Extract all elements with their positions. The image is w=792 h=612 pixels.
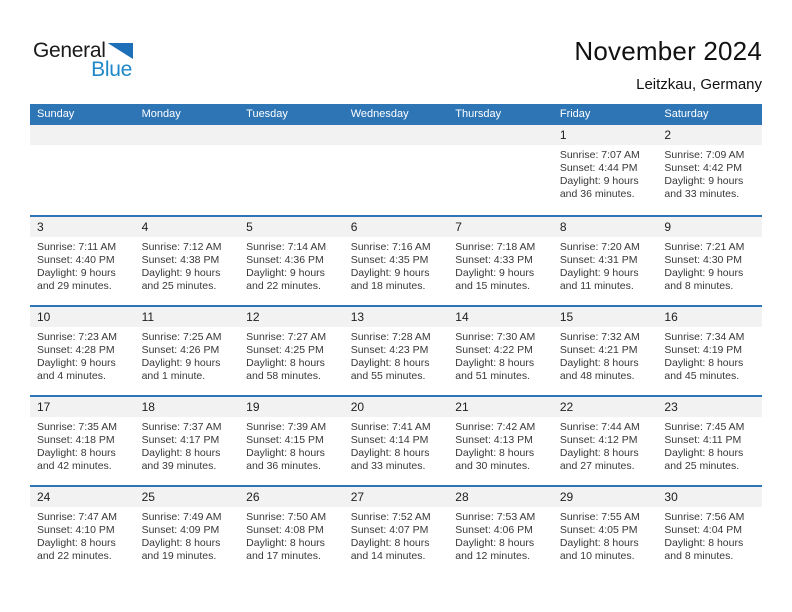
- sunset-text: Sunset: 4:06 PM: [455, 524, 533, 536]
- daylight-line2: and 15 minutes.: [455, 280, 530, 292]
- sunrise-text: Sunrise: 7:14 AM: [246, 241, 327, 253]
- day-number: 25: [135, 487, 240, 507]
- sunrise-text: Sunrise: 7:41 AM: [350, 421, 431, 433]
- day-details: [657, 237, 762, 293]
- daylight-line1: Daylight: 8 hours: [141, 537, 221, 549]
- day-number: 28: [448, 487, 553, 507]
- day-details: [135, 237, 240, 293]
- sunrise-text: Sunrise: 7:30 AM: [455, 331, 536, 343]
- page-title: November 2024: [574, 36, 762, 66]
- daylight-line1: Daylight: 9 hours: [350, 267, 430, 279]
- day-details: [239, 237, 344, 293]
- day-details: [448, 237, 553, 293]
- sunset-text: Sunset: 4:18 PM: [37, 434, 115, 446]
- day-number: 5: [239, 217, 344, 237]
- day-cell-12: [239, 307, 344, 395]
- day-details: [30, 145, 135, 149]
- sunset-text: Sunset: 4:36 PM: [246, 254, 324, 266]
- day-cell-30: [657, 487, 762, 575]
- sunrise-text: Sunrise: 7:34 AM: [664, 331, 745, 343]
- day-number: 17: [30, 397, 135, 417]
- day-details: [553, 507, 658, 563]
- day-number: 15: [553, 307, 658, 327]
- week-row-5: [30, 485, 762, 575]
- sunrise-text: Sunrise: 7:16 AM: [350, 241, 431, 253]
- daylight-line2: and 39 minutes.: [141, 460, 217, 472]
- daylight-line2: and 8 minutes.: [664, 280, 734, 292]
- sunrise-text: Sunrise: 7:53 AM: [455, 511, 536, 523]
- day-details: [553, 145, 658, 201]
- day-details: [239, 507, 344, 563]
- day-number: 20: [344, 397, 449, 417]
- day-cell-6: [344, 217, 449, 305]
- daylight-line1: Daylight: 8 hours: [246, 357, 325, 369]
- sunset-text: Sunset: 4:40 PM: [37, 254, 115, 266]
- sunset-text: Sunset: 4:30 PM: [664, 254, 743, 266]
- daylight-line2: and 8 minutes.: [664, 550, 734, 562]
- daylight-line1: Daylight: 9 hours: [141, 267, 221, 279]
- day-details: [657, 145, 762, 201]
- daylight-line2: and 11 minutes.: [559, 280, 634, 292]
- day-cell-20: [344, 397, 449, 485]
- day-cell-10: [30, 307, 135, 395]
- sunset-text: Sunset: 4:31 PM: [559, 254, 638, 266]
- day-number: 18: [135, 397, 240, 417]
- sunrise-text: Sunrise: 7:25 AM: [141, 331, 222, 343]
- day-number: 3: [30, 217, 135, 237]
- sunrise-text: Sunrise: 7:39 AM: [246, 421, 327, 433]
- title-block: [574, 36, 762, 93]
- daylight-line2: and 42 minutes.: [37, 460, 112, 472]
- day-number: 14: [448, 307, 553, 327]
- day-details: [657, 327, 762, 383]
- day-header-thursday: Thursday: [455, 108, 502, 120]
- day-details: [344, 327, 449, 383]
- day-details: [344, 417, 449, 473]
- general-blue-logo: [33, 40, 133, 79]
- day-cell-9: [657, 217, 762, 305]
- sunset-text: Sunset: 4:12 PM: [559, 434, 638, 446]
- sunrise-text: Sunrise: 7:42 AM: [455, 421, 536, 433]
- daylight-line1: Daylight: 8 hours: [664, 537, 744, 549]
- day-number: 10: [30, 307, 135, 327]
- day-header-monday: Monday: [141, 108, 181, 120]
- day-number: 19: [239, 397, 344, 417]
- daylight-line1: Daylight: 9 hours: [37, 357, 116, 369]
- logo-text-blue: Blue: [91, 58, 132, 81]
- day-cell-3: [30, 217, 135, 305]
- day-cell-11: [135, 307, 240, 395]
- day-details: [657, 417, 762, 473]
- daylight-line1: Daylight: 8 hours: [559, 447, 639, 459]
- day-details: [344, 237, 449, 293]
- daylight-line2: and 33 minutes.: [664, 188, 740, 200]
- sunset-text: Sunset: 4:07 PM: [350, 524, 429, 536]
- daylight-line2: and 25 minutes.: [664, 460, 740, 472]
- daylight-line2: and 18 minutes.: [350, 280, 426, 292]
- calendar-weeks: [30, 125, 762, 575]
- day-header-saturday: Saturday: [664, 108, 709, 120]
- sunset-text: Sunset: 4:22 PM: [455, 344, 533, 356]
- sunrise-text: Sunrise: 7:20 AM: [559, 241, 640, 253]
- daylight-line1: Daylight: 8 hours: [455, 537, 535, 549]
- day-header-wednesday: Wednesday: [350, 108, 409, 120]
- sunrise-text: Sunrise: 7:44 AM: [559, 421, 640, 433]
- day-cell-27: [344, 487, 449, 575]
- day-header-friday: Friday: [559, 108, 591, 120]
- daylight-line1: Daylight: 8 hours: [141, 447, 221, 459]
- day-details: [553, 417, 658, 473]
- sunset-text: Sunset: 4:23 PM: [350, 344, 429, 356]
- sunset-text: Sunset: 4:09 PM: [141, 524, 220, 536]
- day-number: 23: [657, 397, 762, 417]
- daylight-line1: Daylight: 8 hours: [246, 447, 325, 459]
- day-cell-23: [657, 397, 762, 485]
- day-details: [344, 145, 449, 149]
- sunset-text: Sunset: 4:14 PM: [350, 434, 429, 446]
- daylight-line1: Daylight: 9 hours: [455, 267, 535, 279]
- sunset-text: Sunset: 4:05 PM: [559, 524, 638, 536]
- day-number: [239, 125, 344, 145]
- sunrise-text: Sunrise: 7:18 AM: [455, 241, 536, 253]
- day-number: 6: [344, 217, 449, 237]
- daylight-line2: and 48 minutes.: [559, 370, 635, 382]
- daylight-line2: and 30 minutes.: [455, 460, 530, 472]
- day-headers-row: [30, 104, 762, 125]
- sunset-text: Sunset: 4:19 PM: [664, 344, 743, 356]
- daylight-line1: Daylight: 9 hours: [664, 267, 744, 279]
- sunrise-text: Sunrise: 7:21 AM: [664, 241, 745, 253]
- daylight-line2: and 1 minute.: [141, 370, 206, 382]
- day-cell-1: [553, 125, 658, 215]
- sunrise-text: Sunrise: 7:07 AM: [559, 149, 640, 161]
- daylight-line2: and 36 minutes.: [559, 188, 635, 200]
- day-number: [448, 125, 553, 145]
- week-row-3: [30, 305, 762, 395]
- page-subtitle-location: Leitzkau, Germany: [636, 76, 762, 93]
- daylight-line2: and 4 minutes.: [37, 370, 106, 382]
- sunset-text: Sunset: 4:44 PM: [559, 162, 638, 174]
- sunset-text: Sunset: 4:15 PM: [246, 434, 324, 446]
- daylight-line1: Daylight: 8 hours: [37, 447, 116, 459]
- daylight-line2: and 33 minutes.: [350, 460, 426, 472]
- daylight-line1: Daylight: 9 hours: [37, 267, 116, 279]
- week-row-1: [30, 125, 762, 215]
- sunrise-text: Sunrise: 7:49 AM: [141, 511, 222, 523]
- day-details: [448, 417, 553, 473]
- sunrise-text: Sunrise: 7:52 AM: [350, 511, 431, 523]
- sunset-text: Sunset: 4:33 PM: [455, 254, 533, 266]
- daylight-line2: and 22 minutes.: [246, 280, 321, 292]
- sunrise-text: Sunrise: 7:47 AM: [37, 511, 117, 523]
- sunrise-text: Sunrise: 7:55 AM: [559, 511, 640, 523]
- daylight-line2: and 22 minutes.: [37, 550, 112, 562]
- day-number: 16: [657, 307, 762, 327]
- day-number: 13: [344, 307, 449, 327]
- day-details: [448, 145, 553, 149]
- day-number: 2: [657, 125, 762, 145]
- day-cell-4: [135, 217, 240, 305]
- daylight-line2: and 25 minutes.: [141, 280, 217, 292]
- day-details: [135, 327, 240, 383]
- day-header-tuesday: Tuesday: [246, 108, 288, 120]
- day-number: 22: [553, 397, 658, 417]
- day-number: [344, 125, 449, 145]
- day-cell-5: [239, 217, 344, 305]
- empty-day-cell: [135, 125, 240, 215]
- day-number: [135, 125, 240, 145]
- day-details: [657, 507, 762, 563]
- daylight-line1: Daylight: 9 hours: [141, 357, 221, 369]
- day-number: 26: [239, 487, 344, 507]
- day-details: [553, 237, 658, 293]
- logo-triangle-icon: [108, 43, 133, 59]
- sunset-text: Sunset: 4:13 PM: [455, 434, 533, 446]
- day-number: 29: [553, 487, 658, 507]
- daylight-line1: Daylight: 8 hours: [664, 447, 744, 459]
- day-cell-18: [135, 397, 240, 485]
- day-details: [239, 145, 344, 149]
- sunset-text: Sunset: 4:38 PM: [141, 254, 220, 266]
- day-cell-2: [657, 125, 762, 215]
- daylight-line1: Daylight: 8 hours: [37, 537, 116, 549]
- day-details: [135, 417, 240, 473]
- day-cell-8: [553, 217, 658, 305]
- day-cell-15: [553, 307, 658, 395]
- empty-day-cell: [239, 125, 344, 215]
- day-number: 21: [448, 397, 553, 417]
- day-number: 24: [30, 487, 135, 507]
- day-number: 9: [657, 217, 762, 237]
- day-number: 8: [553, 217, 658, 237]
- day-cell-22: [553, 397, 658, 485]
- sunrise-text: Sunrise: 7:11 AM: [37, 241, 117, 253]
- sunset-text: Sunset: 4:21 PM: [559, 344, 638, 356]
- daylight-line1: Daylight: 8 hours: [664, 357, 744, 369]
- day-cell-24: [30, 487, 135, 575]
- daylight-line1: Daylight: 8 hours: [350, 447, 430, 459]
- sunset-text: Sunset: 4:25 PM: [246, 344, 324, 356]
- sunrise-text: Sunrise: 7:50 AM: [246, 511, 327, 523]
- daylight-line1: Daylight: 8 hours: [350, 357, 430, 369]
- day-number: [30, 125, 135, 145]
- day-cell-26: [239, 487, 344, 575]
- sunset-text: Sunset: 4:26 PM: [141, 344, 220, 356]
- daylight-line1: Daylight: 8 hours: [455, 447, 535, 459]
- day-number: 12: [239, 307, 344, 327]
- day-details: [30, 327, 135, 383]
- sunset-text: Sunset: 4:35 PM: [350, 254, 429, 266]
- day-cell-16: [657, 307, 762, 395]
- day-details: [448, 507, 553, 563]
- daylight-line2: and 10 minutes.: [559, 550, 635, 562]
- day-cell-14: [448, 307, 553, 395]
- empty-day-cell: [344, 125, 449, 215]
- day-details: [135, 507, 240, 563]
- day-cell-17: [30, 397, 135, 485]
- sunrise-text: Sunrise: 7:28 AM: [350, 331, 431, 343]
- day-cell-7: [448, 217, 553, 305]
- daylight-line2: and 19 minutes.: [141, 550, 217, 562]
- day-number: 4: [135, 217, 240, 237]
- day-cell-19: [239, 397, 344, 485]
- daylight-line1: Daylight: 9 hours: [664, 175, 744, 187]
- day-cell-21: [448, 397, 553, 485]
- daylight-line2: and 29 minutes.: [37, 280, 112, 292]
- sunrise-text: Sunrise: 7:12 AM: [141, 241, 222, 253]
- day-number: 11: [135, 307, 240, 327]
- sunset-text: Sunset: 4:10 PM: [37, 524, 115, 536]
- day-details: [30, 237, 135, 293]
- sunrise-text: Sunrise: 7:35 AM: [37, 421, 117, 433]
- day-details: [239, 417, 344, 473]
- day-header-sunday: Sunday: [37, 108, 75, 120]
- sunrise-text: Sunrise: 7:45 AM: [664, 421, 745, 433]
- day-details: [30, 417, 135, 473]
- daylight-line1: Daylight: 9 hours: [246, 267, 325, 279]
- day-cell-28: [448, 487, 553, 575]
- day-details: [239, 327, 344, 383]
- day-details: [344, 507, 449, 563]
- empty-day-cell: [30, 125, 135, 215]
- sunset-text: Sunset: 4:28 PM: [37, 344, 115, 356]
- day-details: [30, 507, 135, 563]
- sunrise-text: Sunrise: 7:23 AM: [37, 331, 117, 343]
- daylight-line1: Daylight: 8 hours: [559, 357, 639, 369]
- day-number: 1: [553, 125, 658, 145]
- day-details: [135, 145, 240, 149]
- sunset-text: Sunset: 4:42 PM: [664, 162, 743, 174]
- logo-text-general: General: [33, 39, 106, 62]
- daylight-line1: Daylight: 8 hours: [246, 537, 325, 549]
- day-number: 27: [344, 487, 449, 507]
- sunrise-text: Sunrise: 7:37 AM: [141, 421, 222, 433]
- day-cell-13: [344, 307, 449, 395]
- daylight-line1: Daylight: 9 hours: [559, 267, 639, 279]
- day-details: [448, 327, 553, 383]
- calendar-table: [30, 104, 762, 575]
- daylight-line2: and 45 minutes.: [664, 370, 740, 382]
- sunset-text: Sunset: 4:11 PM: [664, 434, 742, 446]
- sunset-text: Sunset: 4:17 PM: [141, 434, 220, 446]
- sunset-text: Sunset: 4:08 PM: [246, 524, 324, 536]
- daylight-line2: and 27 minutes.: [559, 460, 635, 472]
- sunrise-text: Sunrise: 7:27 AM: [246, 331, 327, 343]
- daylight-line2: and 17 minutes.: [246, 550, 321, 562]
- day-details: [553, 327, 658, 383]
- daylight-line2: and 55 minutes.: [350, 370, 426, 382]
- daylight-line2: and 14 minutes.: [350, 550, 426, 562]
- sunrise-text: Sunrise: 7:09 AM: [664, 149, 745, 161]
- daylight-line1: Daylight: 8 hours: [350, 537, 430, 549]
- week-row-2: [30, 215, 762, 305]
- day-number: 7: [448, 217, 553, 237]
- empty-day-cell: [448, 125, 553, 215]
- day-cell-29: [553, 487, 658, 575]
- daylight-line2: and 51 minutes.: [455, 370, 530, 382]
- daylight-line1: Daylight: 9 hours: [559, 175, 639, 187]
- day-number: 30: [657, 487, 762, 507]
- day-cell-25: [135, 487, 240, 575]
- sunrise-text: Sunrise: 7:32 AM: [559, 331, 640, 343]
- sunset-text: Sunset: 4:04 PM: [664, 524, 743, 536]
- sunrise-text: Sunrise: 7:56 AM: [664, 511, 745, 523]
- daylight-line2: and 12 minutes.: [455, 550, 530, 562]
- week-row-4: [30, 395, 762, 485]
- daylight-line2: and 58 minutes.: [246, 370, 321, 382]
- daylight-line1: Daylight: 8 hours: [559, 537, 639, 549]
- daylight-line2: and 36 minutes.: [246, 460, 321, 472]
- daylight-line1: Daylight: 8 hours: [455, 357, 535, 369]
